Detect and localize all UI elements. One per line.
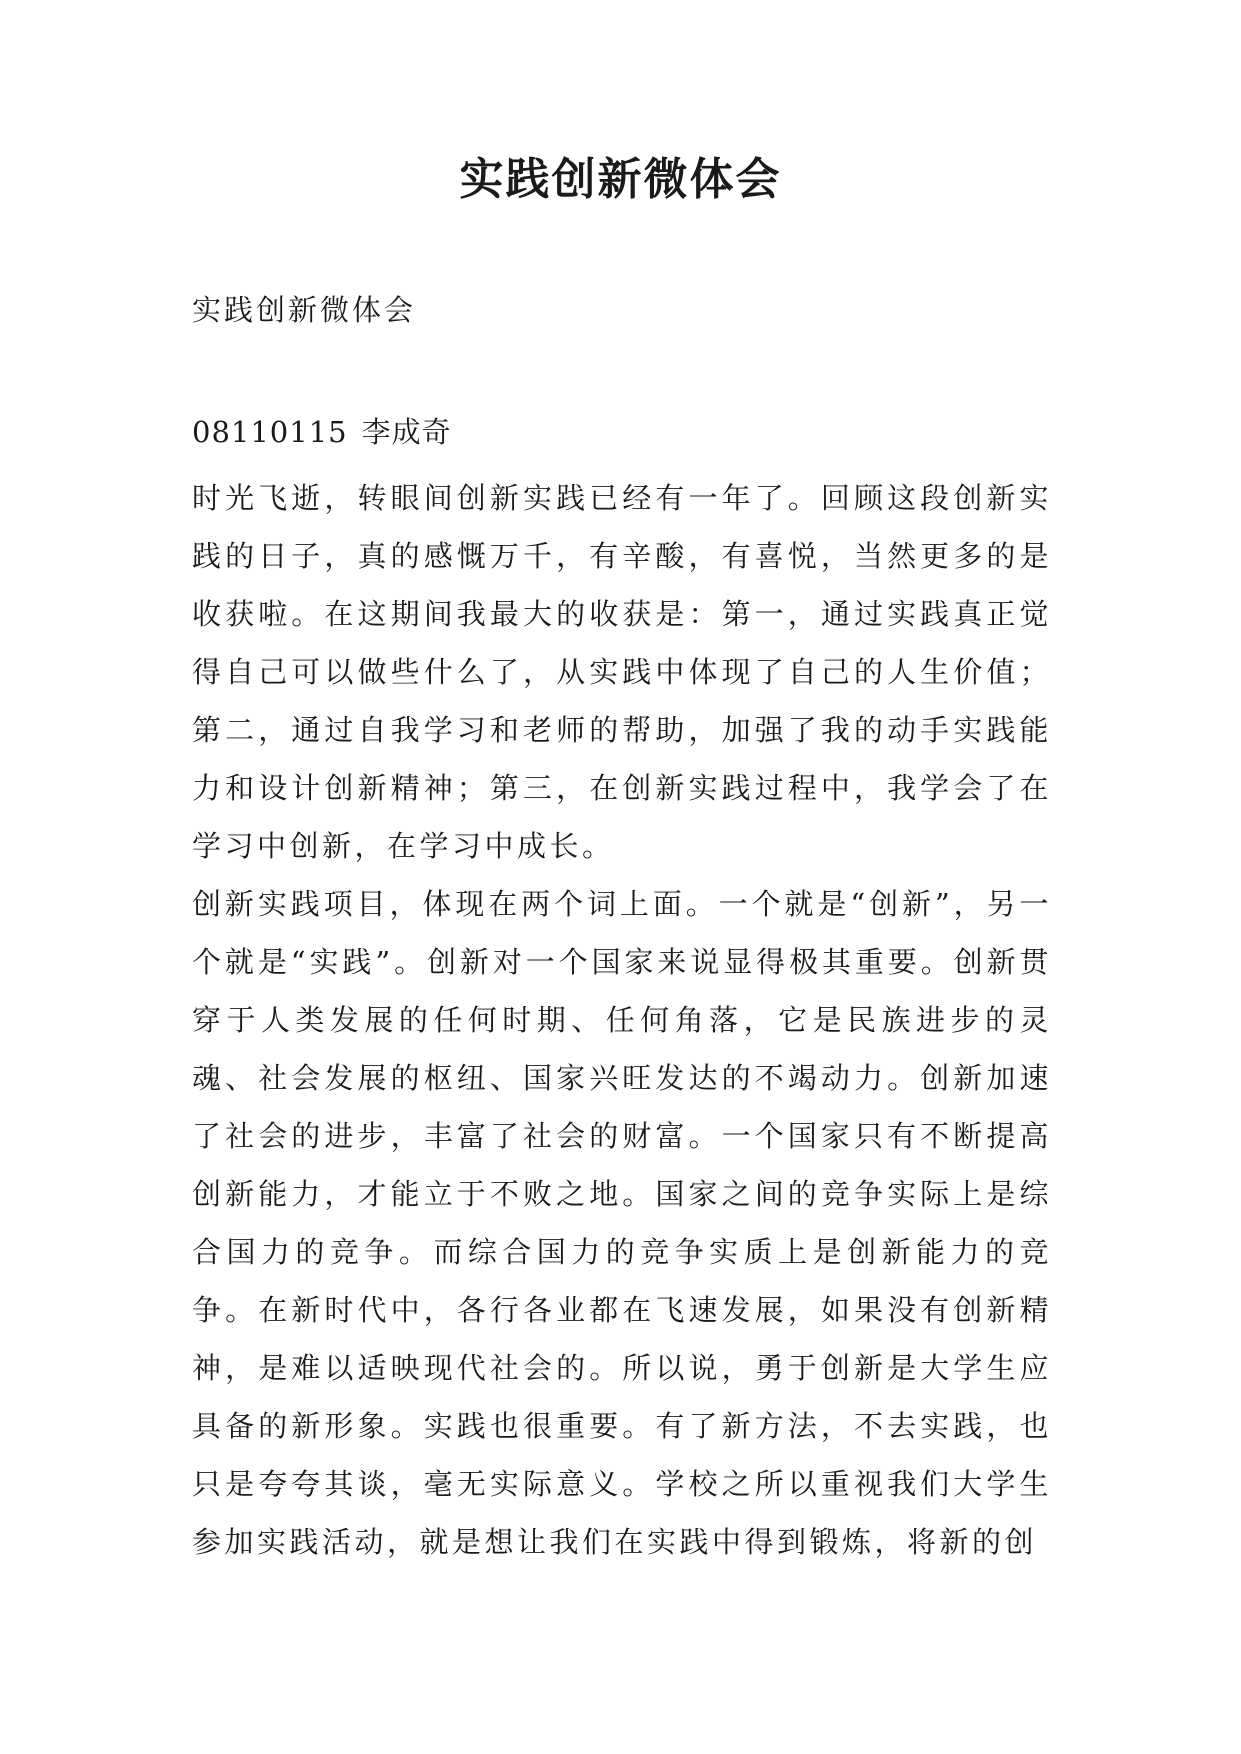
document-subtitle: 实践创新微体会 (192, 293, 417, 327)
document-title: 实践创新微体会 (459, 154, 782, 205)
paragraph-1: 时光飞逝，转眼间创新实践已经有一年了。回顾这段创新实践的日子，真的感慨万千，有辛酸，有喜悦，当然更多的是收获啦。在这期间我最大的收获是：第一，通过实践真正觉得自己可以做些什么了，从实践中体现了自己的人生价值；第二，通过自我学习和老师的帮助，加强了我的动手实践能力和设计创新精神；第三，在创新实践过程中，我学会了在学习中创新，在学习中成长。 (192, 481, 1052, 863)
student-id: 08110115 (192, 415, 348, 449)
paragraph-2: 创新实践项目，体现在两个词上面。一个就是“创新”，另一个就是“实践”。创新对一个国家来说显得极其重要。创新贯穿于人类发展的任何时期、任何角落，它是民族进步的灵魂、社会发展的枢纽、国家兴旺发达的不竭动力。创新加速了社会的进步，丰富了社会的财富。一个国家只有不断提高创新能力，才能立于不败之地。国家之间的竞争实际上是综合国力的竞争。而综合国力的竞争实质上是创新能力的竞争。在新时代中，各行各业都在飞速发展，如果没有创新精神，是难以适映现代社会的。所以说，勇于创新是大学生应具备的新形象。实践也很重要。有了新方法，不去实践，也只是夸夸其谈，毫无实际意义。学校之所以重视我们大学生参加实践活动，就是想让我们在实践中得到锻炼，将新的创 (192, 887, 1052, 1559)
document-body (192, 469, 1052, 1571)
author-name: 李成奇 (361, 415, 452, 449)
author-line (192, 412, 452, 452)
